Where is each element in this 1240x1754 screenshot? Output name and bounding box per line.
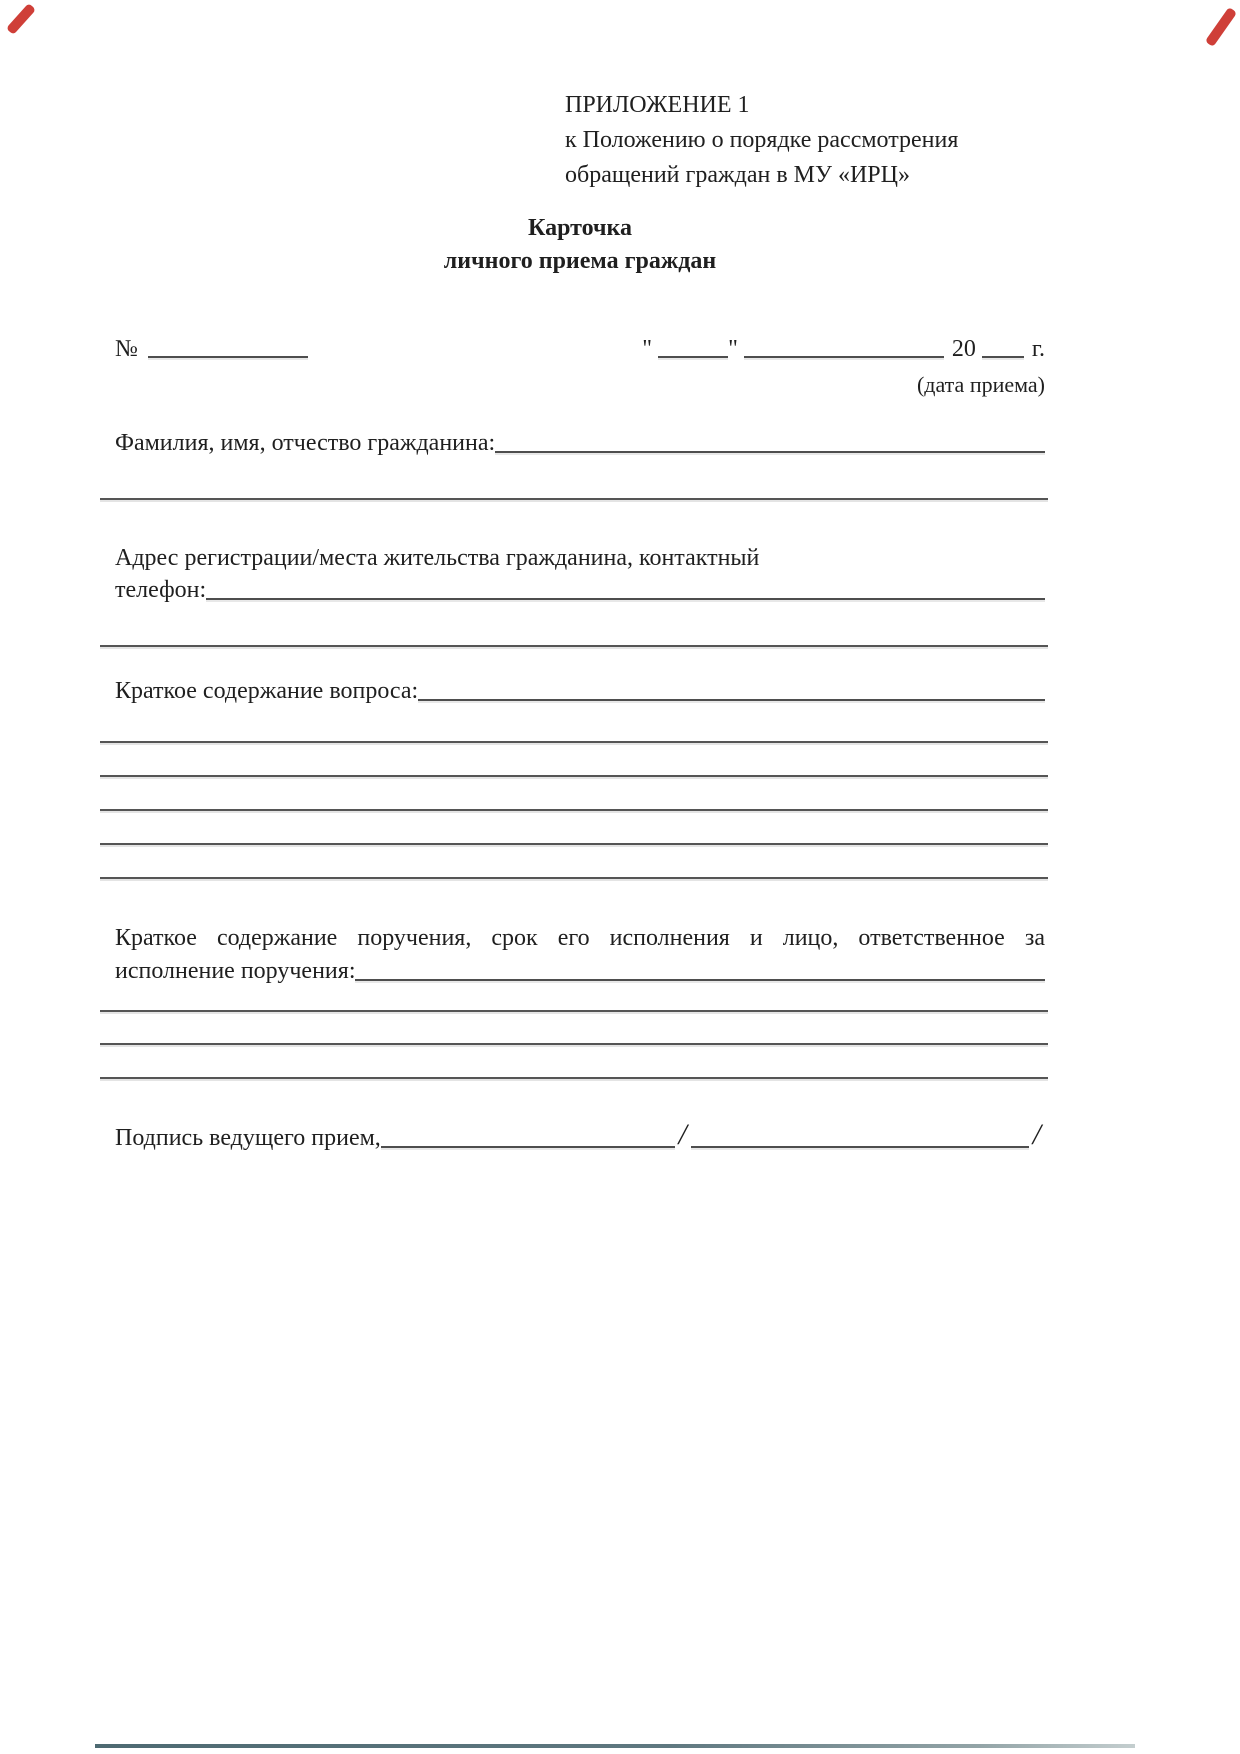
- fio-blank-line: [495, 451, 1045, 453]
- assignment-blank-line-4: [100, 1077, 1048, 1079]
- phone-blank-line: [206, 598, 1045, 600]
- assignment-blank-line-3: [100, 1043, 1048, 1045]
- number-label: №: [115, 336, 138, 362]
- date-year-prefix: 20: [951, 336, 976, 362]
- appendix-header: [565, 88, 958, 193]
- signature-slash-1: /: [678, 1118, 687, 1151]
- assignment-field-row: [115, 958, 1045, 985]
- appendix-subtitle-line2: обращений граждан в МУ «ИРЦ»: [565, 162, 910, 188]
- question-blank-line: [418, 699, 1045, 701]
- phone-field-row: [115, 577, 1045, 604]
- date-day-blank-line: [658, 356, 728, 358]
- date-month-blank-line: [744, 356, 944, 358]
- signature-row: [115, 1118, 1045, 1152]
- signature-label: Подпись ведущего прием,: [115, 1125, 381, 1151]
- question-field-row: [115, 678, 1045, 705]
- date-caption: (дата приема): [916, 372, 1045, 397]
- address-label-line1: Адрес регистрации/места жительства гражданина, контактный: [115, 545, 760, 571]
- question-blank-line-4: [100, 809, 1048, 811]
- appendix-title: ПРИЛОЖЕНИЕ 1: [565, 92, 750, 118]
- assignment-label-line2: исполнение поручения:: [115, 958, 356, 984]
- question-blank-line-5: [100, 843, 1048, 845]
- fio-field-row: [115, 430, 1045, 457]
- signature-slash-2: /: [1032, 1118, 1041, 1151]
- question-blank-line-3: [100, 775, 1048, 777]
- assignment-blank-line: [355, 979, 1045, 981]
- fio-label: Фамилия, имя, отчество гражданина:: [115, 430, 496, 456]
- date-year-blank-line: [982, 356, 1024, 358]
- red-scan-mark-top-left: [6, 3, 36, 35]
- date-year-suffix: г.: [1031, 336, 1045, 362]
- address-blank-line-2: [100, 645, 1048, 647]
- appendix-subtitle-line1: к Положению о порядке рассмотрения: [565, 127, 959, 153]
- number-blank-line: [148, 356, 308, 358]
- fio-blank-line-2: [100, 498, 1048, 500]
- date-quote-open: ": [642, 336, 653, 362]
- signature-blank-line: [381, 1146, 675, 1148]
- date-quote-close: ": [728, 336, 738, 362]
- bottom-scan-edge-line: [95, 1744, 1135, 1748]
- number-date-row: [115, 336, 1045, 363]
- assignment-blank-line-2: [100, 1010, 1048, 1012]
- assignment-label-line1: Краткое содержание поручения, срок его исполнения и лицо, ответственное за: [115, 925, 1045, 951]
- signature-name-blank-line: [691, 1146, 1029, 1148]
- question-label: Краткое содержание вопроса:: [115, 678, 419, 704]
- form-title-line1: Карточка: [528, 215, 632, 241]
- question-blank-line-6: [100, 877, 1048, 879]
- question-blank-line-2: [100, 741, 1048, 743]
- form-title-line2: личного приема граждан: [443, 248, 717, 274]
- phone-label: телефон:: [115, 577, 207, 603]
- red-scan-mark-top-right: [1205, 7, 1237, 47]
- form-title: [115, 212, 1045, 278]
